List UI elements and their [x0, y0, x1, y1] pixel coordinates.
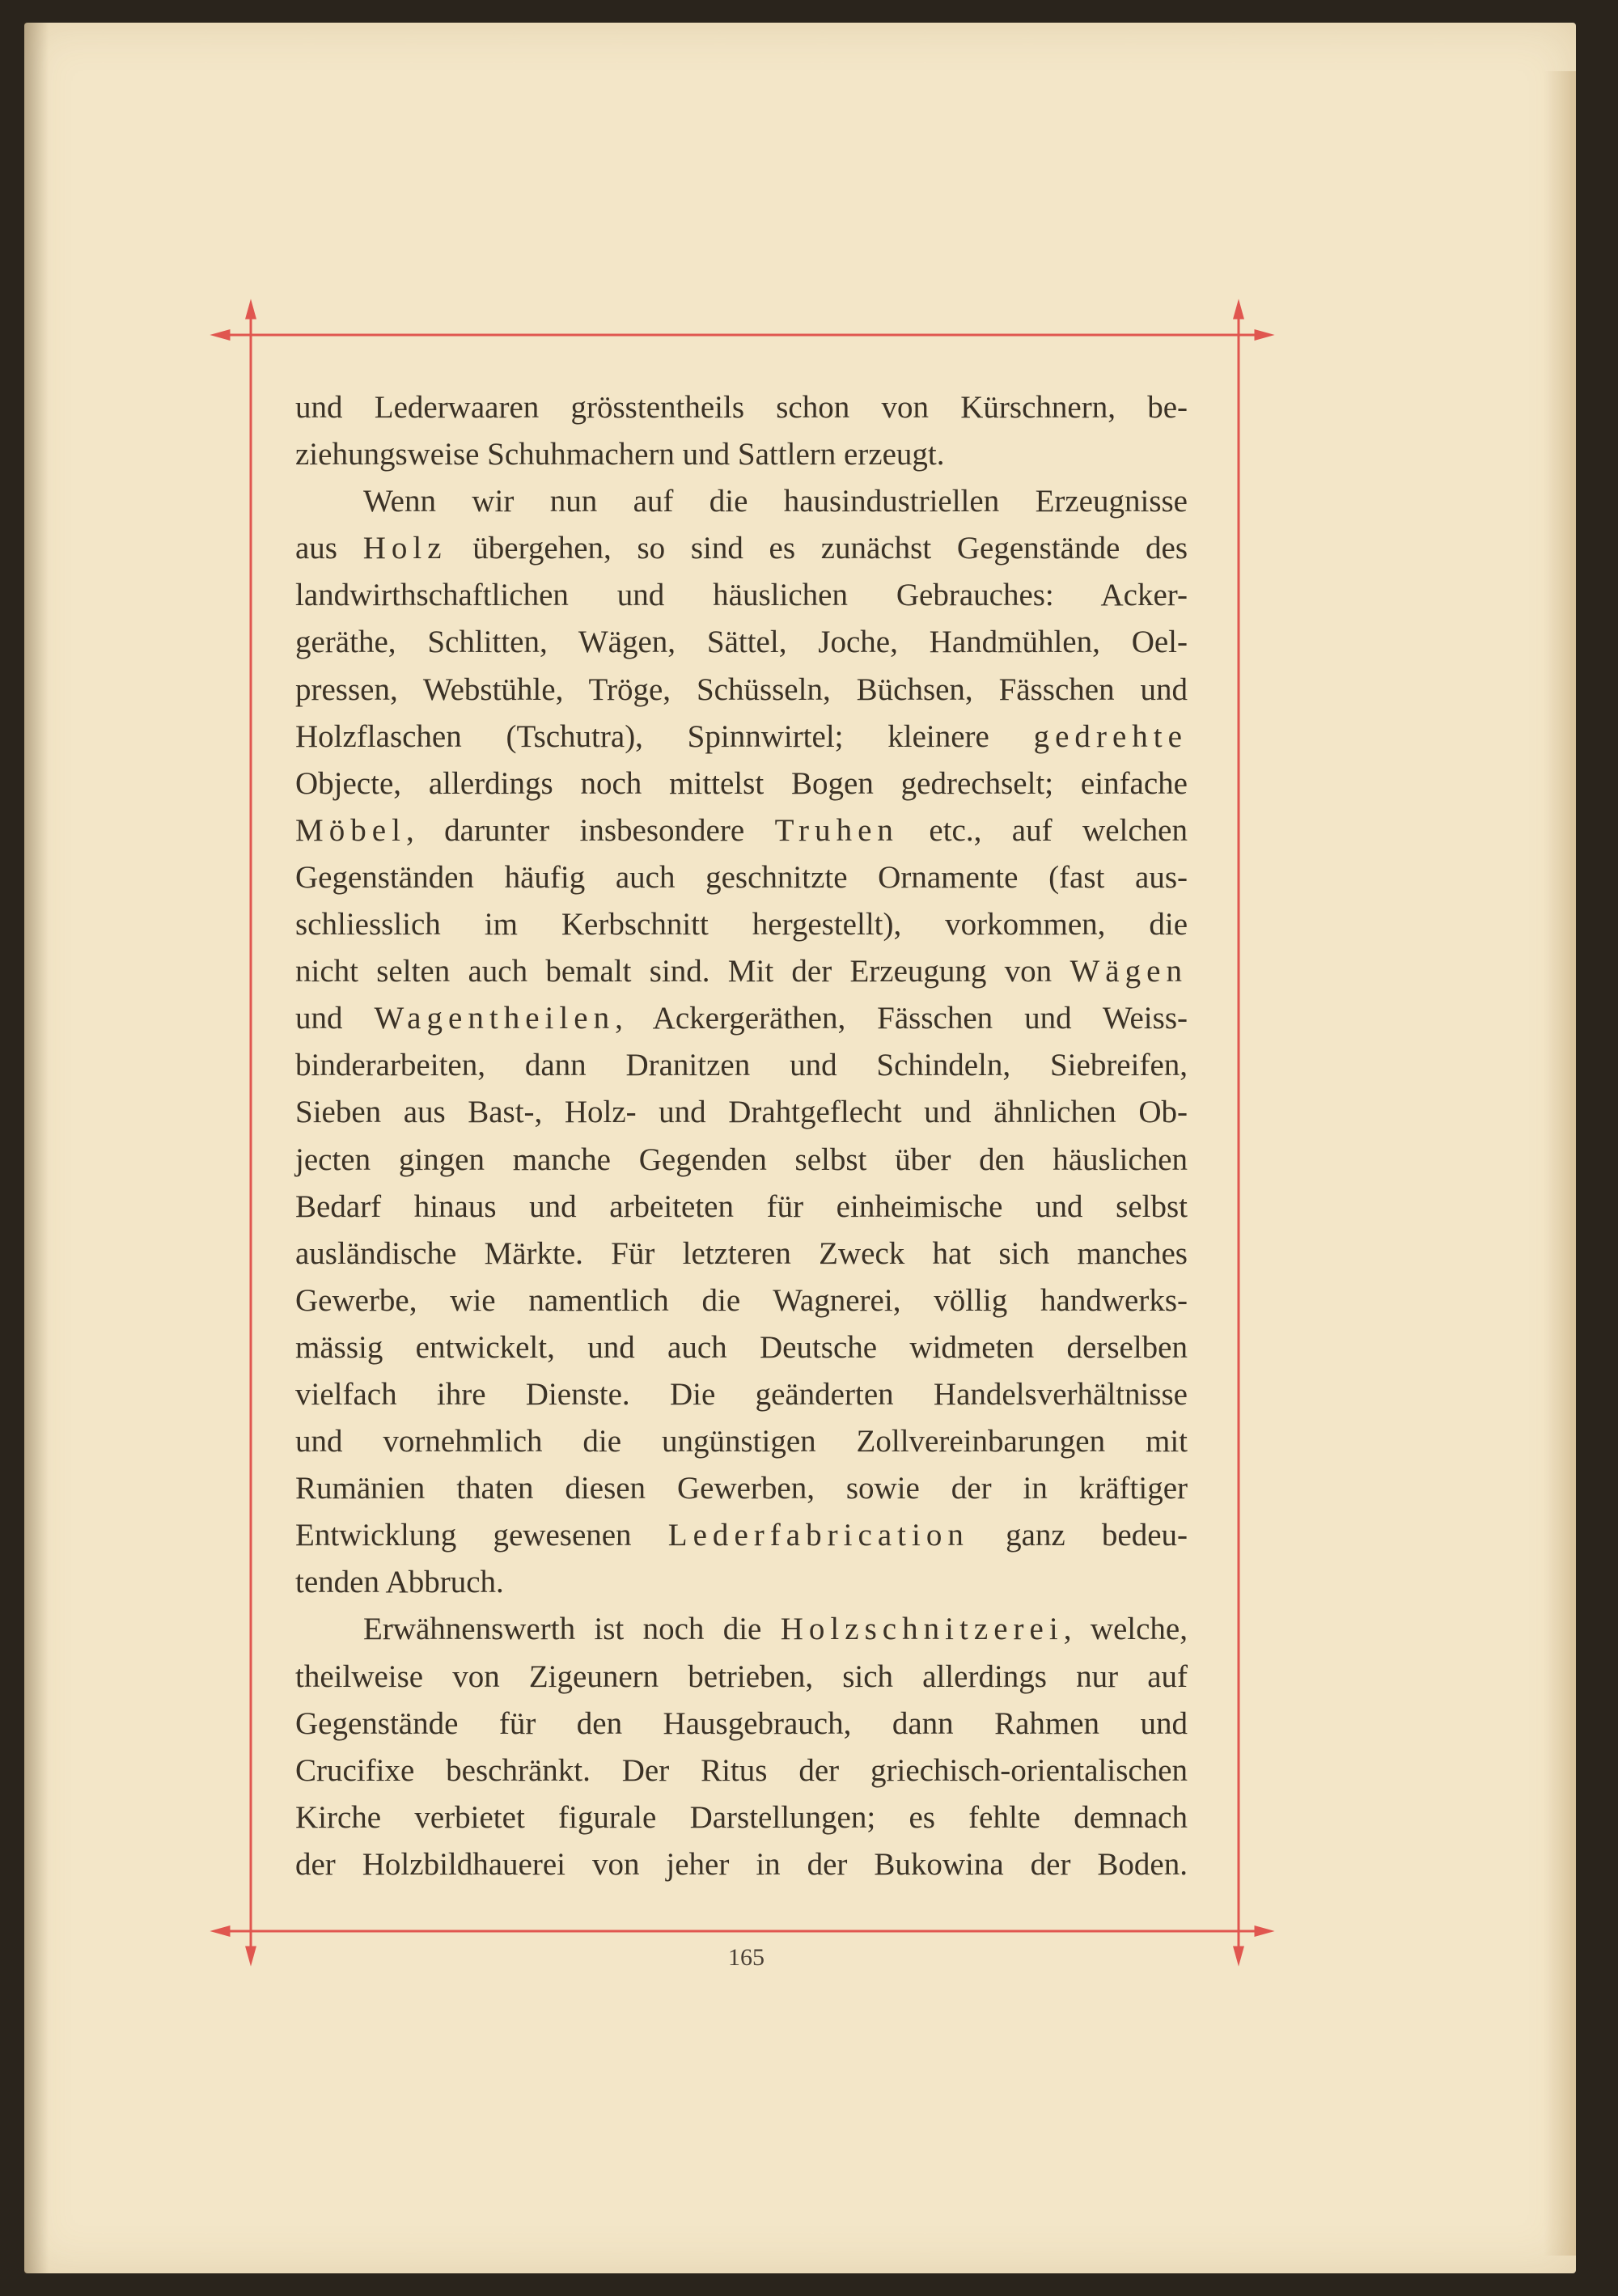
text-line: nicht selten auch bemalt sind. Mit der Erzeugung von Wägen — [295, 954, 1188, 989]
text-line: Gegenständen häufig auch geschnitzte Ornamente (fast aus- — [295, 859, 1188, 895]
text-line: mässig entwickelt, und auch Deutsche widmeten derselben — [295, 1329, 1188, 1365]
page-edge — [1544, 71, 1576, 2256]
text-line: schliesslich im Kerbschnitt hergestellt), vorkommen, die — [295, 907, 1188, 943]
text-line: Sieben aus Bast-, Holz- und Drahtgeflecht und ähnlichen Ob- — [295, 1095, 1188, 1130]
text-line: tenden Abbruch. — [295, 1565, 504, 1600]
text-line: Rumänien thaten diesen Gewerben, sowie der in kräftiger — [295, 1471, 1188, 1506]
text-line: aus Holz übergehen, so sind es zunächst Gegenstände des — [295, 531, 1188, 566]
text-line: Entwicklung gewesenen Lederfabrication ganz bedeu- — [295, 1518, 1188, 1553]
text-line: Erwähnenswerth ist noch die Holzschnitzerei, welche, — [363, 1612, 1188, 1647]
text-line: Gewerbe, wie namentlich die Wagnerei, völlig handwerks- — [295, 1282, 1188, 1318]
text-line: geräthe, Schlitten, Wägen, Sättel, Joche, Handmühlen, Oel- — [295, 625, 1188, 660]
spaced-word: Truhen — [774, 812, 899, 848]
text-line: und vornehmlich die ungünstigen Zollvereinbarungen mit — [295, 1424, 1188, 1459]
text-line: ziehungsweise Schuhmachern und Sattlern erzeugt. — [295, 437, 945, 472]
spaced-word: Holz — [362, 531, 447, 566]
text-line: Bedarf hinaus und arbeiteten für einheimische und selbst — [295, 1188, 1188, 1224]
text-line: Möbel, darunter insbesondere Truhen etc., auf welchen — [295, 812, 1188, 848]
text-line: Gegenstände für den Hausgebrauch, dann Rahmen und — [295, 1705, 1188, 1741]
text-line: Wenn wir nun auf die hausindustriellen Erzeugnisse — [363, 484, 1188, 519]
text-line: und Lederwaaren grösstentheils schon von Kürschnern, be- — [295, 390, 1188, 425]
spaced-word: Möbel — [295, 812, 406, 848]
text-line: der Holzbildhauerei von jeher in der Bukowina der Boden. — [295, 1846, 1188, 1882]
spaced-word: Wägen — [1069, 954, 1188, 989]
text-line: theilweise von Zigeunern betrieben, sich allerdings nur auf — [295, 1658, 1188, 1694]
text-line: vielfach ihre Dienste. Die geänderten Handelsverhältnisse — [295, 1376, 1188, 1412]
text-line: Kirche verbietet figurale Darstellungen; es fehlte demnach — [295, 1799, 1188, 1835]
text-line: ausländische Märkte. Für letzteren Zweck hat sich manches — [295, 1235, 1188, 1271]
body-text — [295, 384, 1188, 1888]
spaced-word: gedrehte — [1033, 718, 1188, 754]
text-line: Objecte, allerdings noch mittelst Bogen gedrechselt; einfache — [295, 765, 1188, 801]
text-line: jecten gingen manche Gegenden selbst über den häuslichen — [295, 1142, 1188, 1177]
text-line: pressen, Webstühle, Tröge, Schüsseln, Büchsen, Fässchen und — [295, 671, 1188, 707]
page-number: 165 — [728, 1944, 765, 1971]
text-line: binderarbeiten, dann Dranitzen und Schindeln, Siebreifen, — [295, 1048, 1188, 1083]
spaced-word: Wagentheilen — [374, 1001, 616, 1036]
spaced-word: Holzschnitzerei — [780, 1612, 1064, 1647]
gutter-shadow — [24, 23, 49, 2273]
spaced-word: Lederfabrication — [667, 1518, 969, 1553]
text-line: Crucifixe beschränkt. Der Ritus der griechisch-orientalischen — [295, 1752, 1188, 1788]
text-line: landwirthschaftlichen und häuslichen Gebrauches: Acker- — [295, 578, 1188, 613]
text-line: Holzflaschen (Tschutra), Spinnwirtel; kleinere gedrehte — [295, 718, 1188, 754]
text-line: und Wagentheilen, Ackergeräthen, Fässchen und Weiss- — [295, 1001, 1188, 1036]
